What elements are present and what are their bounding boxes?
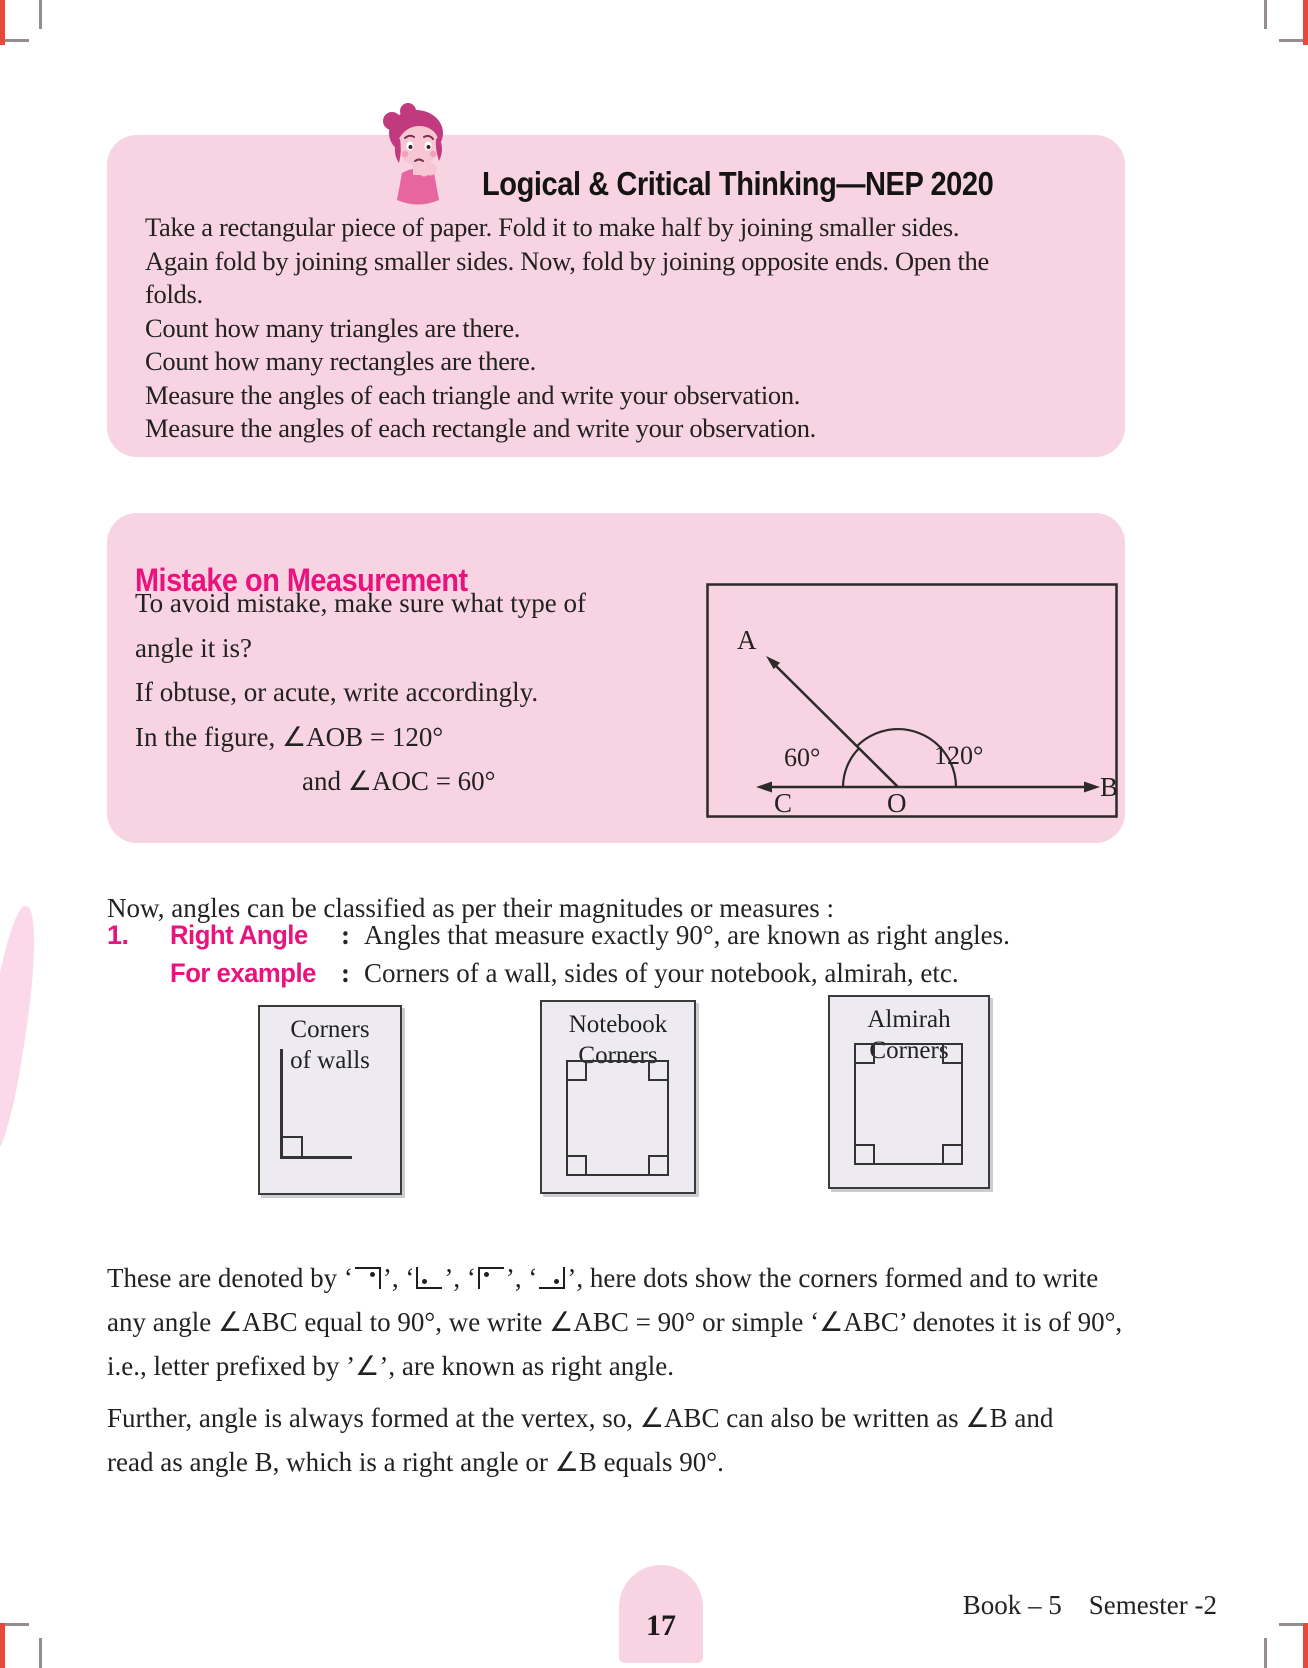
card-notebook-corners: [540, 1000, 696, 1194]
quote: ‘: [343, 1263, 353, 1293]
activity-line: Count how many triangles are there.: [145, 312, 521, 343]
figure-angle-right: 120°: [934, 741, 984, 770]
mistake-line: In the figure, ∠AOB = 120°: [135, 721, 444, 752]
right-angle-symbol-bottom-right-icon: [539, 1267, 565, 1289]
crop-mark-top-right-v: [1264, 0, 1267, 29]
notation-line-1: [107, 1256, 1247, 1300]
quote: ’,: [567, 1263, 584, 1293]
quote: ‘: [466, 1263, 476, 1293]
notation-line-2: any angle ∠ABC equal to 90°, we write ∠ABC = 90° or simple ‘∠ABC’ denotes it is of 90°,: [107, 1307, 1123, 1337]
example-label: For example: [170, 958, 316, 988]
corner-mark: [856, 1144, 875, 1163]
notation-prefix: These are denoted by: [107, 1263, 338, 1293]
corner-mark: [648, 1155, 667, 1174]
activity-line: Take a rectangular piece of paper. Fold it to make half by joining smaller sides.: [145, 212, 960, 242]
bleed-mark-top-right: [1303, 0, 1308, 45]
figure-label-c: C: [774, 788, 793, 818]
notation-suffix: here dots show the corners formed and to write: [589, 1263, 1099, 1293]
corner-mark: [942, 1144, 961, 1163]
right-angle-item: [0, 920, 1308, 960]
item-term: Right Angle: [170, 920, 308, 950]
notation-line-3: i.e., letter prefixed by ’∠’, are known as right angle.: [107, 1351, 674, 1381]
corner-mark: [568, 1062, 587, 1081]
mistake-line: and ∠AOC = 60°: [302, 766, 496, 796]
figure-label-b: B: [1100, 772, 1118, 802]
crop-mark-top-left-v: [39, 0, 42, 29]
almirah-shape: [854, 1043, 963, 1165]
activity-line: Count how many rectangles are there.: [145, 346, 536, 376]
crop-mark-bottom-left-v: [39, 1638, 42, 1668]
mistake-box: [107, 513, 1125, 843]
crop-mark-bottom-right-v: [1264, 1638, 1267, 1668]
card-title-line: of walls: [290, 1047, 370, 1074]
figure-label-o: O: [887, 788, 907, 818]
quote: ’,: [382, 1263, 399, 1293]
page-number: 17: [646, 1609, 676, 1642]
further-line-1: Further, angle is always formed at the vertex, so, ∠ABC can also be written as ∠B and: [107, 1403, 1054, 1433]
bleed-mark-top-left: [0, 0, 5, 45]
card-title-line: Corners: [869, 1037, 949, 1064]
example-text: Corners of a wall, sides of your notebook, almirah, etc.: [364, 958, 959, 988]
mistake-title: Mistake on Measurement: [135, 561, 468, 598]
figure-label-a: A: [737, 625, 757, 655]
mistake-text: [135, 581, 586, 804]
right-angle-symbol-bottom-left-icon: [416, 1267, 442, 1289]
activity-line: Measure the angles of each triangle and write your observation.: [145, 379, 801, 410]
quote: ‘: [405, 1263, 415, 1293]
classification-intro: Now, angles can be classified as per their magnitudes or measures :: [107, 893, 835, 923]
card-title-line: Notebook: [568, 1011, 668, 1038]
activity-text: [145, 211, 989, 446]
thinking-girl-icon: [372, 103, 464, 215]
card-title-line: Corners: [290, 1016, 370, 1043]
right-angle-symbol-top-right-icon: [355, 1267, 381, 1289]
mistake-line: angle it is?: [135, 632, 252, 663]
page-number-tab: [619, 1565, 703, 1663]
activity-line: Again fold by joining smaller sides. Now, fold by joining opposite ends. Open the: [145, 245, 989, 276]
quote: ’,: [505, 1263, 522, 1293]
notebook-shape: [566, 1060, 669, 1176]
corner-mark: [856, 1045, 875, 1064]
quote: ‘: [528, 1263, 538, 1293]
quote: ’,: [444, 1263, 461, 1293]
card-title-line: Corners: [578, 1042, 658, 1069]
mistake-line: To avoid mistake, make sure what type of: [135, 588, 586, 618]
figure-angle-left: 60°: [784, 743, 821, 772]
activity-line: folds.: [145, 279, 203, 309]
corner-mark: [942, 1045, 961, 1064]
item-colon: :: [341, 958, 350, 988]
right-angle-mark: [283, 1136, 303, 1158]
corner-mark: [648, 1062, 667, 1081]
further-line-2: read as angle B, which is a right angle or ∠B equals 90°.: [107, 1447, 724, 1477]
bleed-mark-bottom-left: [0, 1623, 5, 1668]
right-angle-symbol-top-left-icon: [478, 1267, 504, 1289]
card-wall-corners: [258, 1005, 402, 1195]
activity-title: Logical & Critical Thinking—NEP 2020: [482, 165, 994, 203]
item-number: 1.: [107, 920, 129, 950]
card-title-line: Almirah: [867, 1006, 951, 1033]
edition-label: Book – 5 Semester -2: [962, 1590, 1217, 1620]
further-paragraph: [107, 1396, 1247, 1484]
notation-paragraph: [107, 1256, 1247, 1388]
mistake-line: If obtuse, or acute, write accordingly.: [135, 677, 539, 707]
item-definition: Angles that measure exactly 90°, are known as right angles.: [364, 920, 1010, 950]
activity-line: Measure the angles of each rectangle and write your observation.: [145, 413, 816, 443]
angle-figure: [706, 583, 1118, 818]
right-angle-example: [0, 958, 1308, 998]
card-almirah-corners: [828, 995, 990, 1189]
bleed-mark-bottom-right: [1303, 1623, 1308, 1668]
corner-mark: [568, 1155, 587, 1174]
item-colon: :: [341, 920, 350, 950]
